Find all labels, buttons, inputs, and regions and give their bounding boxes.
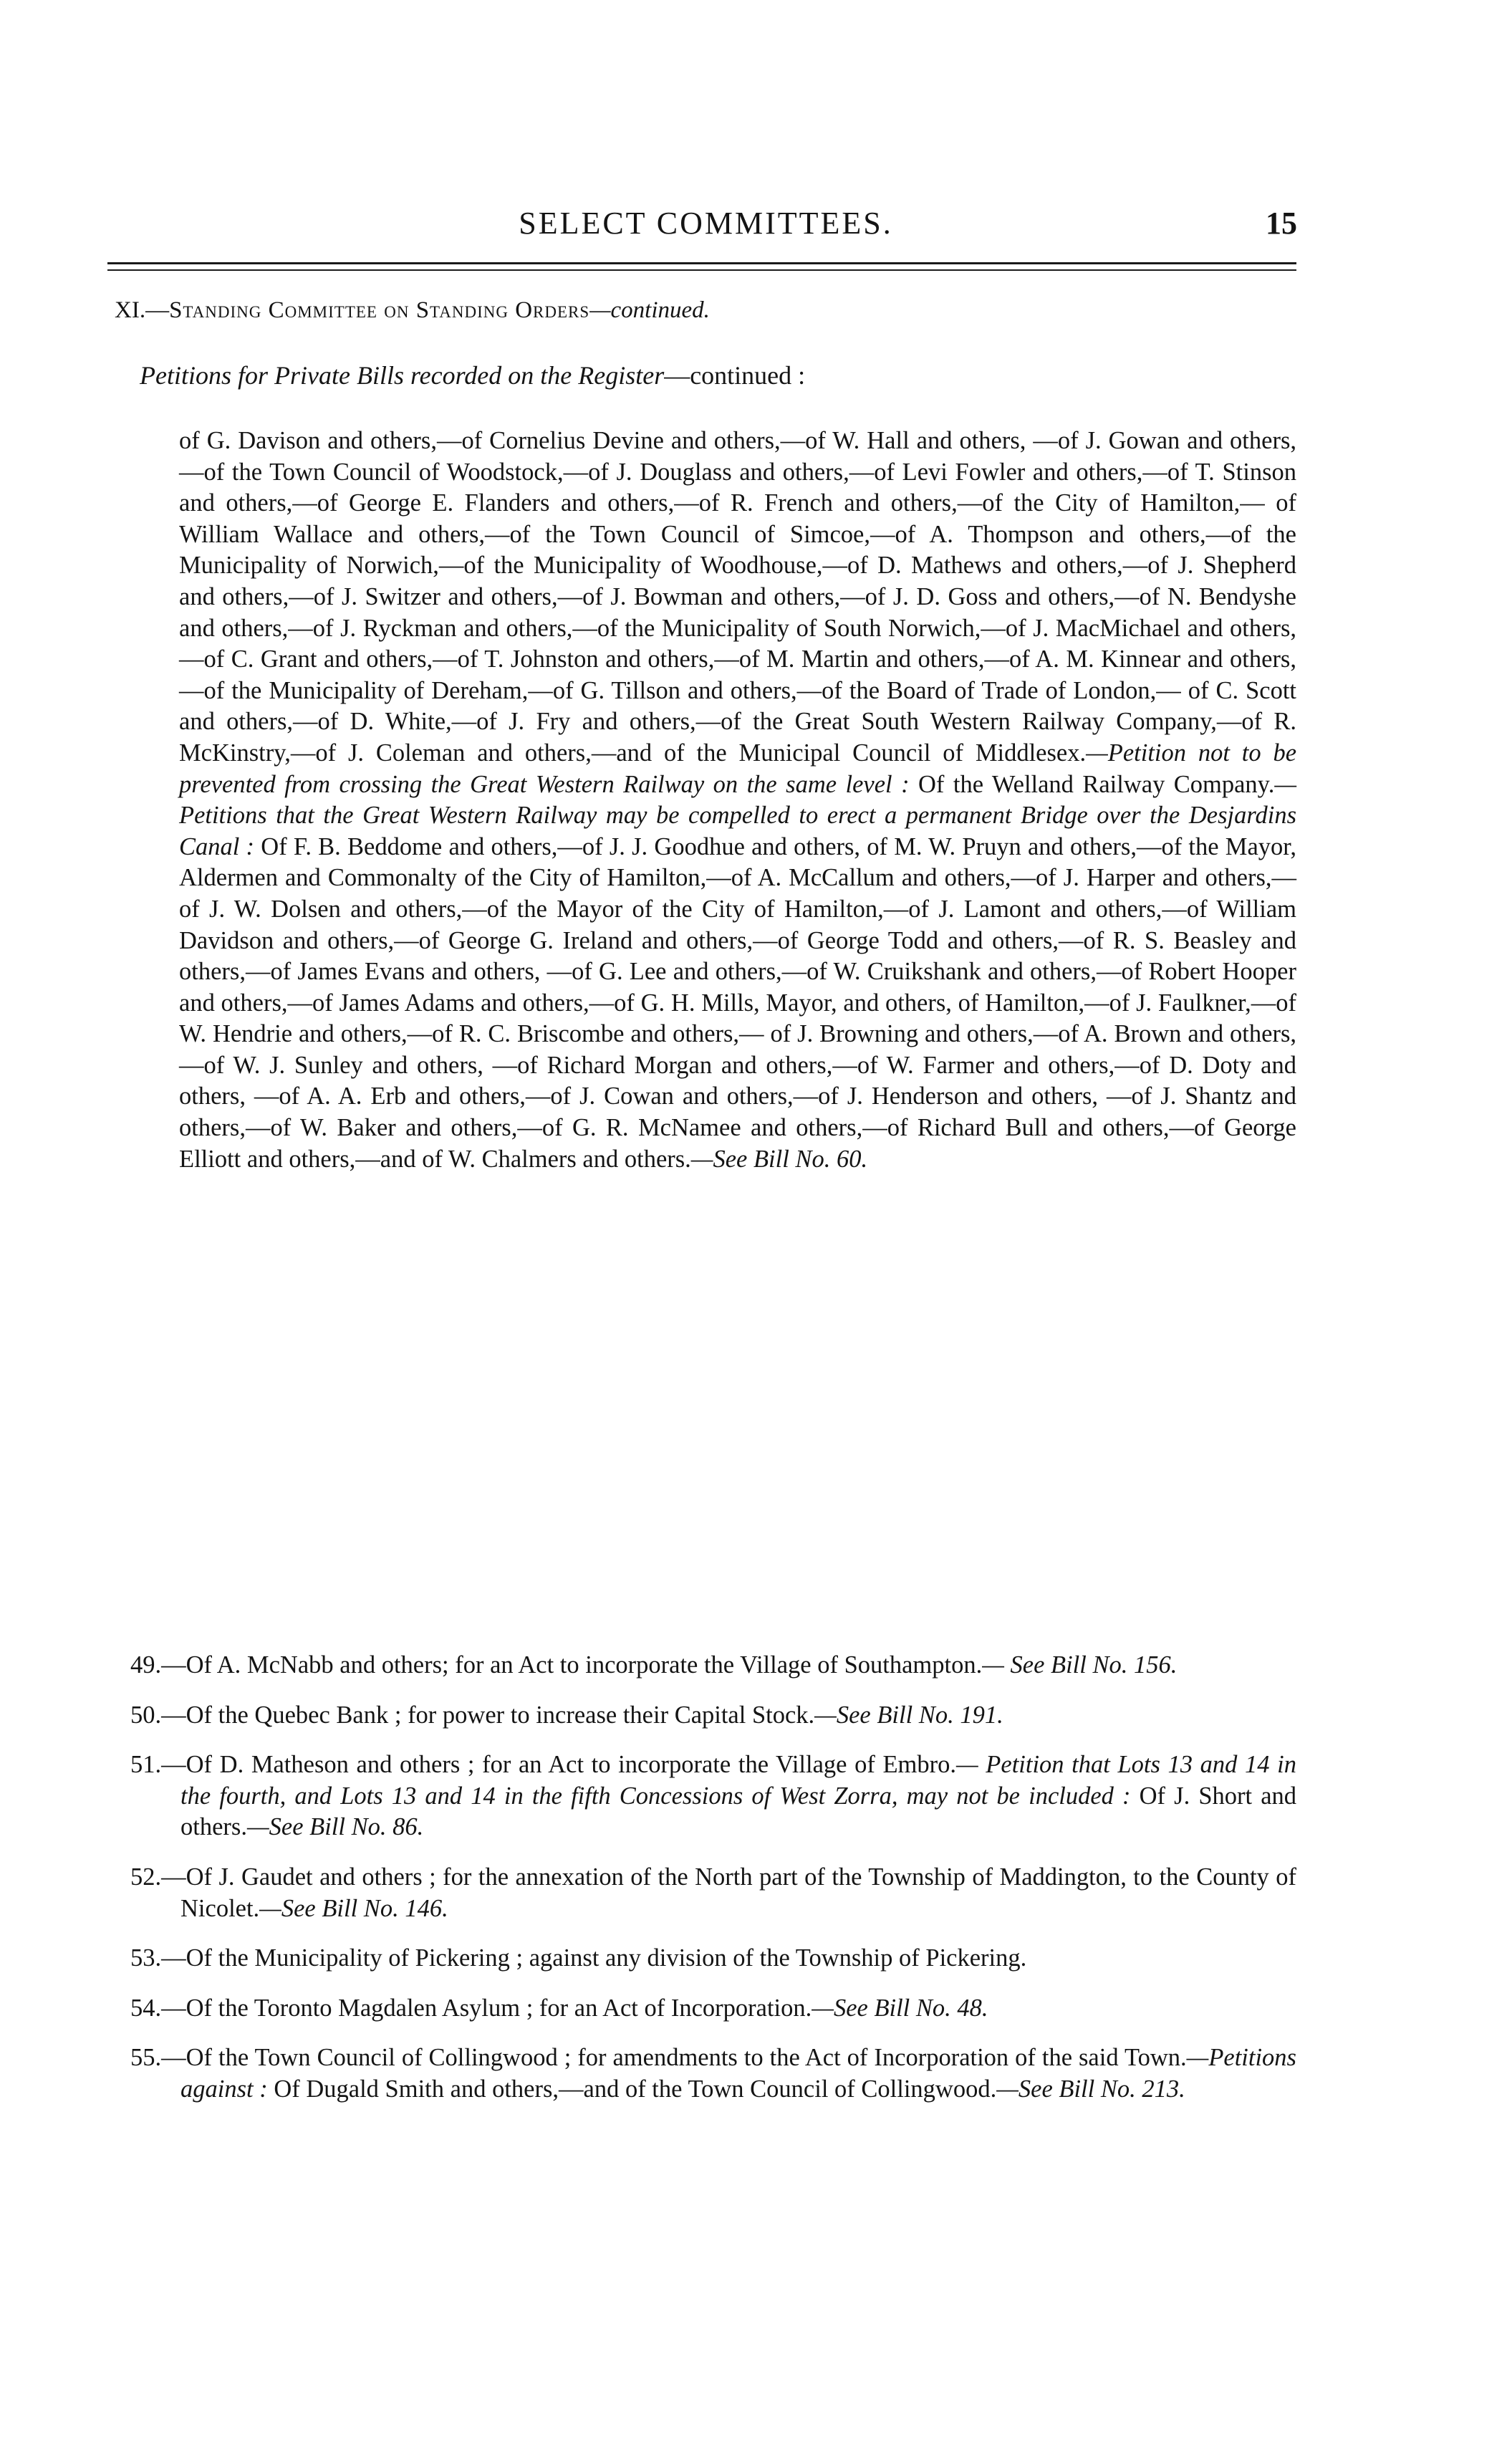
entry-number: 54. — [130, 1994, 162, 2022]
entry-3 — [130, 1749, 1296, 1843]
entry-5 — [130, 1943, 1296, 1974]
petition-list-text-3: Of F. B. Beddome and others,—of J. J. Goodhue and others, of M. W. Pruyn and others,—of the Mayor, Aldermen and Commonalty of the City of Hamilton,—of A. McCallum and others,—of J. Harper and others,—of J. W. Dolsen and others,—of the Mayor of the City of Hamilton,—of J. Lamont and others,—of William Davidson and others,—of George G. Ireland and others,—of George Todd and others,—of R. S. Beasley and others,—of James Evans and others, —of G. Lee and others,—of W. Cruikshank and others,—of Robert Hooper and others,—of James Adams and others,—of G. H. Mills, Mayor, and others, of Hamilton,—of J. Faulkner,—of W. Hendrie and others,—of R. C. Briscombe and others,— of J. Browning and others,—of A. Brown and others,—of W. J. Sunley and others, —of Richard Morgan and others,—of W. Farmer and others,—of D. Doty and others, —of A. A. Erb and others,—of J. Cowan and others,—of J. Henderson and others, —of J. Shantz and others,—of W. Baker and others,—of G. R. McNamee and others,—of Richard Bull and others,—of George Elliott and others,—and of W. Chalmers and others. — [179, 832, 1296, 1173]
subheading — [140, 360, 1297, 390]
entry-number: 49. — [130, 1651, 162, 1679]
petition-list-text-2: Of the Welland Railway Company. — [909, 770, 1275, 798]
subheading-text: Petitions for Private Bills recorded on the Register — [140, 361, 665, 390]
entry-text: —Of D. Matheson and others ; for an Act to incorporate the Village of Embro. — [161, 1751, 956, 1779]
entry-text: —Of the Toronto Magdalen Asylum ; for an Act of Incorporation. — [161, 1994, 812, 2022]
header-rule-thick — [107, 262, 1296, 264]
entry-text: Of Dugald Smith and others,—and of the Town Council of Collingwood. — [267, 2075, 997, 2103]
petition-list-italic-3: —See Bill No. 60. — [690, 1145, 868, 1173]
entry-number: 51. — [130, 1751, 162, 1779]
section-suffix: —continued. — [589, 297, 710, 323]
petition-list-paragraph — [179, 426, 1296, 1175]
running-head — [115, 205, 1297, 248]
entry-italic-text: —See Bill No. 213. — [996, 2075, 1185, 2103]
petition-list-text-1: of G. Davison and others,—of Cornelius Devine and others,—of W. Hall and others, —of J. Gowan and others,—of the Town Council of Woodstock,—of J. Douglass and others,—of Levi Fowler and others,—of T. Stinson and others,—of George E. Flanders and others,—of R. French and others,—of the City of Hamilton,— of William Wallace and others,—of the Town Council of Simcoe,—of A. Thompson and others,—of the Municipality of Norwich,—of the Municipality of Woodhouse,—of D. Mathews and others,—of J. Shepherd and others,—of J. Switzer and others,—of J. Bowman and others,—of J. D. Goss and others,—of N. Bendyshe and others,—of J. Ryckman and others,—of the Municipality of South Norwich,—of J. MacMichael and others,—of C. Grant and others,—of T. Johnston and others,—of M. Martin and others,—of A. M. Kinnear and others,—of the Municipality of Dereham,—of G. Tillson and others,—of the Board of Trade of London,— of C. Scott and others,—of D. White,—of J. Fry and others,—of the Great South Western Railway Company,—of R. McKinstry,—of J. Coleman and others,—and of the Municipal Council of Middlesex. — [179, 427, 1296, 767]
entry-number: 50. — [130, 1701, 162, 1729]
entry-2 — [130, 1700, 1296, 1732]
entry-italic-text: — See Bill No. 156. — [982, 1651, 1178, 1679]
entry-4 — [130, 1862, 1296, 1924]
entry-italic-text: —Petitions against : — [180, 2044, 1296, 2103]
page-title: SELECT COMMITTEES. — [519, 206, 893, 241]
entry-italic-text: — Petition that Lots 13 and 14 in the fourth, and Lots 13 and 14 in the fifth Concessions of West Zorra, may not be included : — [180, 1751, 1296, 1810]
entry-italic-text: —See Bill No. 48. — [812, 1994, 988, 2022]
subheading-suffix: —continued : — [664, 361, 806, 390]
entry-7 — [130, 2042, 1296, 2105]
entry-number: 55. — [130, 2044, 162, 2072]
entry-text: —Of J. Gaudet and others ; for the annexation of the North part of the Township of Maddington, to the County of Nicolet. — [161, 1863, 1296, 1922]
entry-text: —Of A. McNabb and others; for an Act to incorporate the Village of Southampton. — [161, 1651, 983, 1679]
entry-number: 53. — [130, 1944, 162, 1972]
entry-italic-text: —See Bill No. 146. — [259, 1894, 448, 1922]
entry-6 — [130, 1993, 1296, 2025]
numbered-entries — [130, 1650, 1296, 2124]
petition-list-italic-1: —Petition not to be prevented from crossing the Great Western Railway on the same level : — [179, 739, 1297, 798]
header-rule-thin — [107, 269, 1296, 271]
entry-text: Of J. Short and others. — [180, 1782, 1297, 1841]
petition-list-italic-2: —Petitions that the Great Western Railway may be compelled to erect a permanent Bridge over the Desjardins Canal : — [179, 770, 1297, 860]
section-heading — [115, 297, 1297, 324]
page-number: 15 — [1266, 206, 1297, 241]
entry-text: —Of the Town Council of Collingwood ; for amendments to the Act of Incorporation of the said Town. — [161, 2044, 1187, 2072]
section-prefix: XI.— — [115, 297, 170, 323]
section-name: Standing Committee on Standing Orders — [169, 297, 590, 323]
entry-text: —Of the Quebec Bank ; for power to increase their Capital Stock. — [161, 1701, 815, 1729]
entry-text: —Of the Municipality of Pickering ; against any division of the Township of Pickering. — [161, 1944, 1027, 1972]
entry-number: 52. — [130, 1863, 162, 1891]
entry-italic-text: —See Bill No. 86. — [246, 1813, 424, 1841]
entry-italic-text: —See Bill No. 191. — [814, 1701, 1003, 1729]
entry-1 — [130, 1650, 1296, 1681]
